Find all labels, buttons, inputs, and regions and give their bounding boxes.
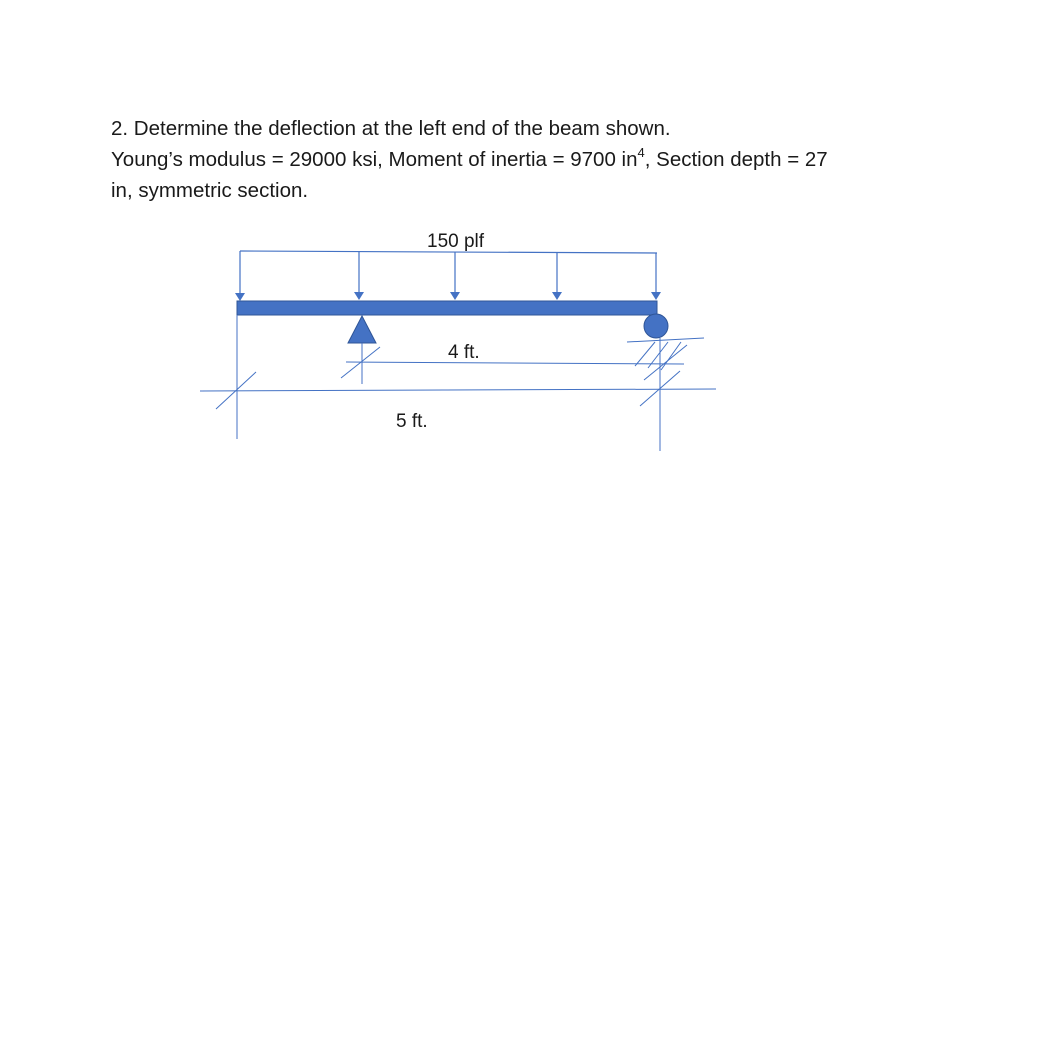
roller-support <box>644 314 668 338</box>
dimension-lines <box>200 315 716 451</box>
load-arrowhead <box>552 292 562 300</box>
distributed-load <box>235 251 661 301</box>
inner-span-label: 4 ft. <box>448 342 480 363</box>
dimension-line-5ft <box>200 389 716 391</box>
exponent: 4 <box>637 145 645 161</box>
dimension-line-4ft <box>346 362 684 364</box>
load-arrowhead <box>651 292 661 300</box>
load-label: 150 plf <box>427 231 485 252</box>
beam <box>237 301 657 315</box>
total-span-label: 5 ft. <box>396 411 428 432</box>
problem-line-2-text: Young’s modulus = 29000 ksi, Moment of inertia = 9700 in <box>111 148 638 171</box>
load-arrowhead <box>235 293 245 301</box>
problem-line-1: 2. Determine the deflection at the left end of the beam shown. <box>111 117 671 140</box>
load-arrowhead <box>450 292 460 300</box>
problem-line-2-tail: , Section depth = 27 <box>644 148 828 171</box>
tick-mark <box>661 342 681 370</box>
load-arrowhead <box>354 292 364 300</box>
tick-mark <box>644 345 687 380</box>
tick-mark <box>627 338 704 342</box>
problem-line-3: in, symmetric section. <box>111 179 309 202</box>
pin-support <box>348 316 376 343</box>
